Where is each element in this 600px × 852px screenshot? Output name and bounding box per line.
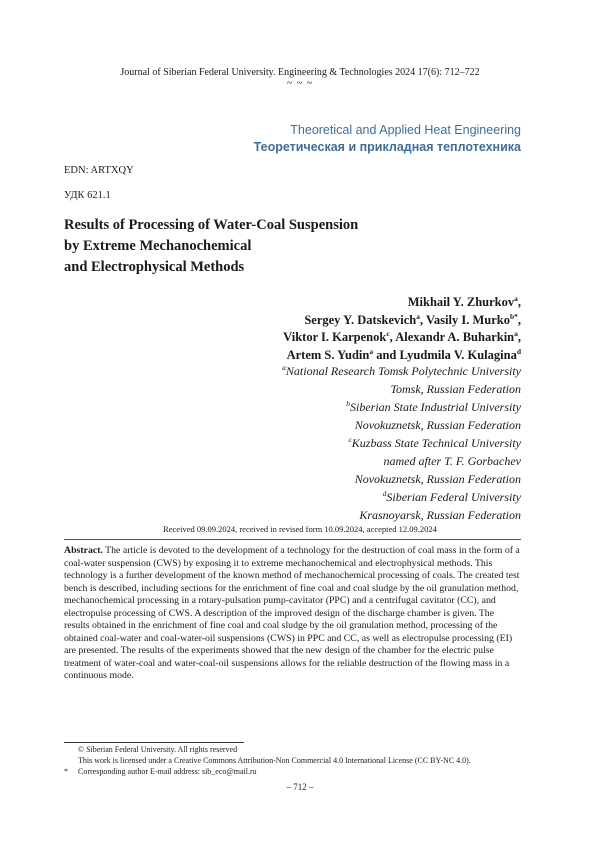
- footnote-star: *: [64, 767, 68, 776]
- affiliation-line: [282, 506, 521, 524]
- affiliation-sup: b: [346, 399, 351, 408]
- author-list: [283, 294, 521, 364]
- copyright-footnote: © Siberian Federal University. All rights reserved: [78, 745, 238, 754]
- affiliation-text: National Research Tomsk Polytechnic University: [285, 364, 521, 378]
- section-title-russian: Теоретическая и прикладная теплотехника: [253, 140, 521, 154]
- author-sup: a: [416, 311, 420, 321]
- header-ornament: ~ ~ ~: [286, 78, 314, 89]
- author-line: [283, 329, 521, 347]
- corresponding-email: Corresponding author E-mail address: sib_eco@mail.ru: [78, 767, 257, 776]
- affiliation-line: [282, 398, 521, 416]
- footnote-rule: [64, 742, 244, 743]
- affiliation-sup: c: [348, 435, 352, 444]
- author-line: [283, 312, 521, 330]
- title-line: by Extreme Mechanochemical: [64, 238, 252, 254]
- affiliation-text: Novokuznetsk, Russian Federation: [354, 418, 521, 432]
- abstract-top-rule: [64, 539, 521, 540]
- affiliation-sup: a: [282, 363, 286, 372]
- author-name: Vasily I. Murko: [426, 312, 510, 327]
- license-footnote: This work is licensed under a Creative Commons Attribution-Non Commercial 4.0 International License (CC BY-NC 4.0).: [78, 756, 471, 765]
- author-sup: a: [369, 346, 374, 356]
- affiliation-line: [282, 434, 521, 452]
- paper-title: [64, 215, 484, 278]
- section-title-english: Theoretical and Applied Heat Engineering: [290, 123, 521, 137]
- author-sep: ,: [517, 295, 521, 309]
- author-sep: ,: [517, 330, 521, 344]
- author-sup: b*: [509, 311, 518, 321]
- author-sup: a: [514, 294, 518, 303]
- page-number: – 712 –: [286, 782, 314, 792]
- affiliation-text: Siberian Federal University: [386, 490, 521, 504]
- affiliation-text: named after T. F. Gorbachev: [383, 454, 521, 468]
- affiliation-line: [282, 488, 521, 506]
- author-name: Alexandr A. Buharkin: [395, 330, 515, 344]
- author-sup: c: [386, 329, 390, 338]
- author-sep: ,: [517, 312, 521, 327]
- affiliation-line: [282, 380, 521, 398]
- corresponding-footnote: [64, 767, 257, 776]
- author-sup: d: [516, 346, 521, 356]
- affiliation-line: [282, 470, 521, 488]
- affiliation-text: Tomsk, Russian Federation: [390, 382, 521, 396]
- author-sep: and: [373, 347, 400, 362]
- affiliation-line: [282, 452, 521, 470]
- author-name: Artem S. Yudin: [286, 347, 370, 362]
- author-sup: a: [514, 329, 518, 338]
- affiliation-text: Krasnoyarsk, Russian Federation: [359, 508, 521, 522]
- affiliation-line: [282, 362, 521, 380]
- title-line: Results of Processing of Water-Coal Suspension: [64, 217, 359, 233]
- affiliation-text: Novokuznetsk, Russian Federation: [354, 472, 521, 486]
- author-name: Viktor I. Karpenok: [283, 330, 387, 344]
- abstract-text: The article is devoted to the development of a technology for the destruction of coal mass in the form of a coal-water suspension (CWS) by exposing it to extreme mechanochemical and electrophysical methods. This technology is a further development of the known method of mechanochemical processing of coals. The created test bench is described, including sections for the enrichment of fine coal and coal sludge by the oil granulation method, mechanochemical processing in a rotary-pulsation pump-cavitator (PPC) and a centrifugal cavitator (CC), and electropulse processing of CWS. A description of the improved design of the discharge chamber is given. The results obtained in the enrichment of fine coal and coal sludge by the oil granulation method, processing of the obtained coal-water and coal-water-oil suspensions (CWS) in PPC and CC, as well as electropulse processing (EI) are presented. The results of the experiments showed that the new design of the chamber for the electric pulse treatment of water-coal and water-coal-oil suspensions allows for the reliable destruction of the flowing mass in a continuous mode.: [64, 545, 520, 681]
- affiliation-list: [282, 362, 521, 524]
- journal-header: Journal of Siberian Federal University. Engineering & Technologies 2024 17(6): 712–722: [120, 67, 480, 78]
- affiliation-line: [282, 416, 521, 434]
- udk-identifier: УДК 621.1: [64, 190, 111, 201]
- edn-identifier: EDN: ARTXQY: [64, 165, 134, 176]
- affiliation-text: Siberian State Industrial University: [350, 400, 521, 414]
- author-line: [283, 294, 521, 312]
- abstract-label: Abstract.: [64, 545, 103, 556]
- author-name: Mikhail Y. Zhurkov: [407, 295, 515, 309]
- author-sep: ,: [389, 330, 396, 344]
- affiliation-sup: d: [382, 489, 387, 498]
- author-name: Lyudmila V. Kulagina: [399, 347, 517, 362]
- author-name: Sergey Y. Datskevich: [304, 312, 417, 327]
- affiliation-text: Kuzbass State Technical University: [351, 436, 521, 450]
- received-dates: Received 09.09.2024, received in revised form 10.09.2024, accepted 12.09.2024: [163, 524, 437, 534]
- author-sep: ,: [419, 312, 427, 327]
- abstract: [64, 545, 521, 683]
- title-line: and Electrophysical Methods: [64, 259, 245, 275]
